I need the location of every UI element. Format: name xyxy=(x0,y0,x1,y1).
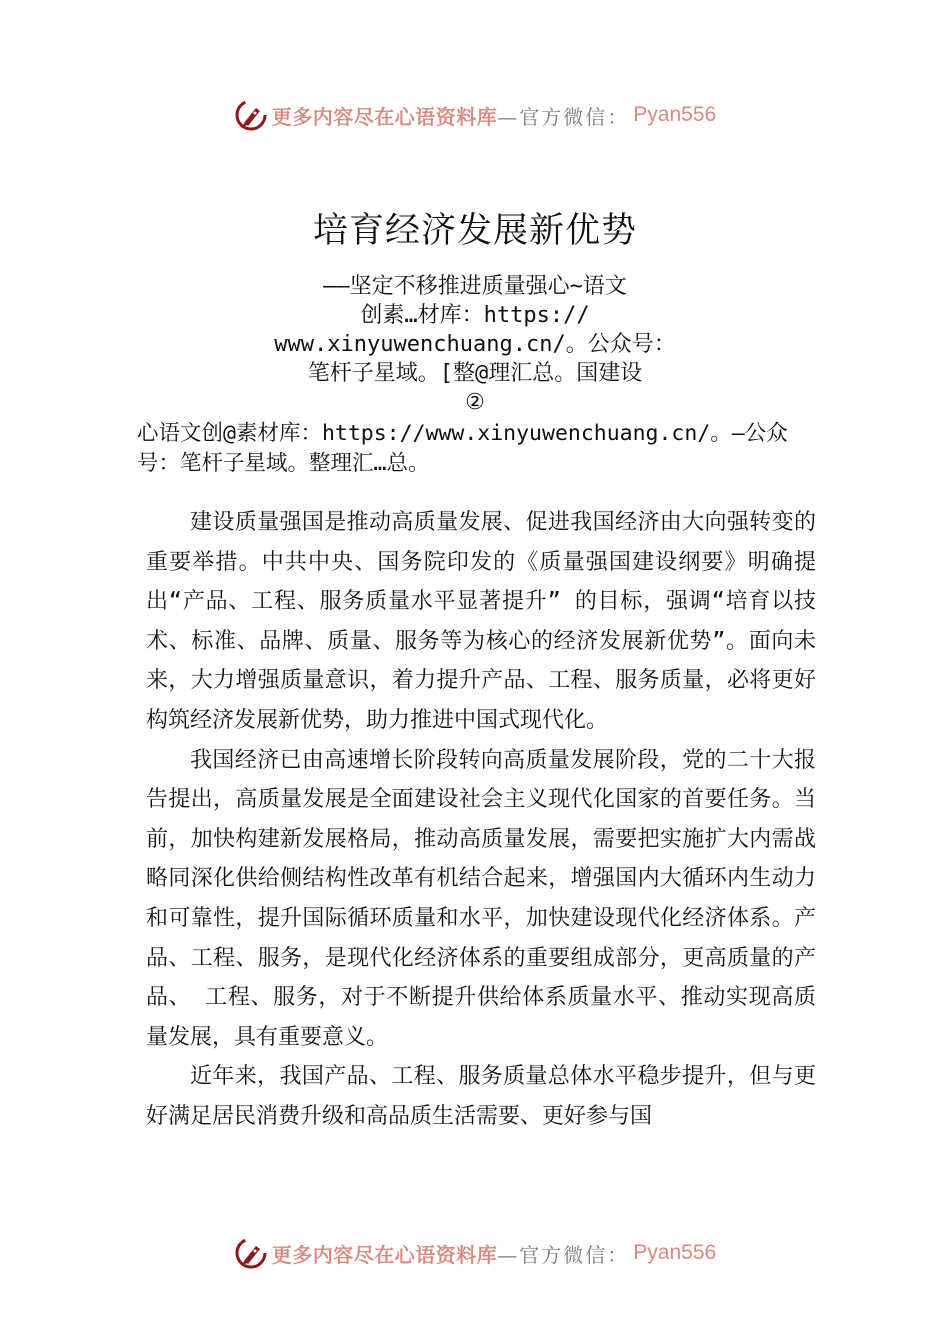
document-title: 培育经济发展新优势 xyxy=(312,211,637,251)
wechat-label: —官方微信： xyxy=(497,1242,630,1267)
wechat-id: Pyan556 xyxy=(633,1241,717,1264)
promo-text: 更多内容尽在心语资料库 xyxy=(271,104,498,129)
subtitle-line: 笔杆子星域。[整@理汇总。国建设 xyxy=(307,361,643,386)
note-line: 号：笔杆子星域。整理汇…总。 xyxy=(137,451,430,476)
promo-text: 更多内容尽在心语资料库 xyxy=(271,1242,498,1267)
body-paragraph: 建设质量强国是推动高质量发展、促进我国经济由大向强转变的重要举措。中共中央、国务院印发的《质量强国建设纲要》明确提出“产品、工程、服务质量水平显著提升” 的目标，强调“培育以技术、标准、品牌、质量、服务等为核心的经济发展新优势”。面向未来，大力增强质量意识，着力提升产品、工程、服务质量，必将更好构筑经济发展新优势，助力推进中国式现代化。 xyxy=(146,510,816,733)
body-paragraph: 近年来，我国产品、工程、服务质量总体水平稳步提升，但与更好满足居民消费升级和高品质生活需要、更好参与国 xyxy=(146,1064,816,1129)
pen-nib-emblem-icon xyxy=(234,1236,268,1270)
body-paragraph: 我国经济已由高速增长阶段转向高质量发展阶段，党的二十大报告提出，高质量发展是全面建设社会主义现代化国家的首要任务。当前，加快构建新发展格局，推动高质量发展，需要把实施扩大内需战略同深化供给侧结构性改革有机结合起来，增强国内大循环内生动力和可靠性，提升国际循环质量和水平，加快建设现代化经济体系。产品、工程、服务，是现代化经济体系的重要组成部分，更高质量的产品、 工程、服务，对于不断提升供给体系质量水平、推动实现高质量发展，具有重要意义。 xyxy=(146,747,816,1050)
header-banner xyxy=(0,95,950,135)
subtitle-line: 创素…材库：https:// xyxy=(360,303,590,328)
note-line: 心语文创@素材库：https://www.xinyuwenchuang.cn/。—公众 xyxy=(137,421,788,446)
document-subtitle xyxy=(0,272,950,417)
subtitle-line: ② xyxy=(465,390,485,415)
wechat-label: —官方微信： xyxy=(497,104,630,129)
subtitle-line: www.xinyuwenchuang.cn/。公众号： xyxy=(274,332,676,357)
subtitle-line: ——坚定不移推进质量强心~语文 xyxy=(323,274,627,299)
pen-nib-emblem-icon xyxy=(234,98,268,132)
source-note xyxy=(137,419,847,479)
footer-banner xyxy=(0,1233,950,1273)
document-body xyxy=(146,503,816,1137)
wechat-id: Pyan556 xyxy=(633,103,717,126)
